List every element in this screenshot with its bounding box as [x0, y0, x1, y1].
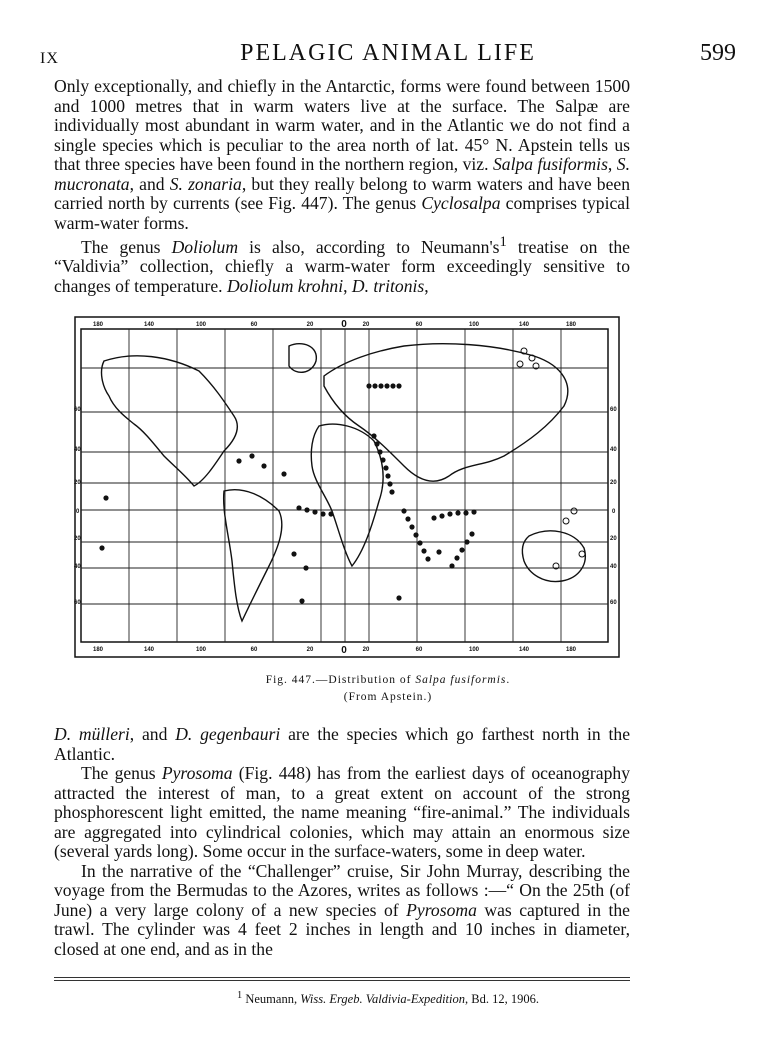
figure-caption-source: (From Apstein.)	[343, 691, 433, 703]
australia-coast	[522, 531, 585, 582]
record-circles	[517, 348, 585, 569]
bottom-tick-label: 100	[468, 647, 480, 653]
left-tick-label: 20	[74, 480, 81, 486]
top-tick-label: 20	[306, 322, 314, 328]
species-name: Salpa fusiformis	[492, 154, 608, 174]
left-tick-label: 40	[74, 564, 81, 570]
top-tick-label: 60	[415, 322, 423, 328]
species-name: S. zonaria	[169, 173, 242, 194]
bottom-tick-label: 20	[306, 647, 314, 653]
bottom-tick-label: 140	[143, 647, 155, 653]
chapter-number: IX	[40, 50, 59, 67]
right-tick-label: 20	[610, 536, 617, 542]
bottom-tick-label: 180	[565, 647, 577, 653]
paragraph-salpae: Only exceptionally, and chiefly in the Antarctic, forms were found between 1500 and 1000 metres that in warm waters live at the surface. The Salpæ are individually most abundant in warm water, and in the Atlantic we do not find a single species which is peculiar to the area north of lat. 45° N. Apstein tells us that three species have been found in the northern region, viz. Salpa fusiformis, S. mucronata, and S. zonaria, but they really belong to warm waters and have been carried north by currents (see Fig. 447). The genus Cyclosalpa comprises typical warm-water forms.	[54, 76, 630, 233]
bottom-tick-label: 0	[341, 645, 347, 656]
map-graticule	[81, 329, 608, 642]
genus-name: Pyrosoma	[161, 763, 233, 783]
figure-caption-title: Fig. 447.—Distribution of Salpa fusiformis.	[265, 674, 511, 686]
top-tick-label: 100	[195, 322, 207, 328]
page-number: 599	[700, 40, 736, 66]
genus-name: Cyclosalpa	[421, 193, 501, 213]
left-tick-label: 0	[76, 509, 80, 515]
running-title: PELAGIC ANIMAL LIFE	[240, 40, 536, 66]
paragraph-challenger: In the narrative of the “Challenger” cruise, Sir John Murray, describing the voyage from the Bermudas to the Azores, writes as follows :—“ On the 25th (of June) a very large colony of a new species of Pyrosoma was captured in the trawl. The cylinder was 4 feet 2 inches in length and 10 inches in diameter, closed at one end, and as in the	[54, 860, 630, 959]
map-inner-frame	[81, 329, 608, 642]
right-tick-label: 60	[610, 600, 617, 606]
footnote-reference[interactable]: 1	[499, 234, 507, 250]
left-tick-label: 60	[74, 407, 81, 413]
bottom-tick-label: 60	[415, 647, 423, 653]
top-tick-label: 180	[565, 322, 577, 328]
species-name: D. tritonis	[351, 275, 425, 296]
bottom-tick-label: 60	[250, 647, 258, 653]
top-tick-label: 100	[468, 322, 480, 328]
page-header	[40, 40, 736, 70]
record-dots	[99, 383, 476, 603]
footnote-title: Wiss. Ergeb. Valdivia-Expedition	[300, 992, 465, 1007]
left-tick-label: 60	[74, 600, 81, 606]
footnote-mark: 1	[237, 990, 243, 1001]
top-tick-label: 0	[341, 319, 347, 330]
top-tick-label: 140	[518, 322, 530, 328]
top-tick-label: 140	[143, 322, 155, 328]
paragraph-doliolum: The genus Doliolum is also, according to $Neumann's^1$ treatise on the “Valdivia” collection, chiefly a warm-water form exceedingly sensitive to changes of temperature. Doliolum krohni, D. tritonis,	[54, 234, 630, 296]
footnote: $^1$ Neumann, Wiss. Ergeb. Valdivia-Expedition, Bd. 12, 1906.	[237, 990, 539, 1007]
paragraph-doliolum-cont: D. mülleri, and D. gegenbauri are the species which go farthest north in the Atlantic.	[54, 724, 631, 764]
top-tick-label: 60	[250, 322, 258, 328]
right-tick-label: 40	[610, 564, 617, 570]
bottom-tick-label: 140	[518, 647, 530, 653]
right-tick-label: 0	[612, 509, 616, 515]
species-name: D. gegenbauri	[175, 724, 281, 744]
distribution-map-figure	[74, 316, 620, 658]
species-name: S. mucronata	[54, 154, 630, 194]
genus-name: Doliolum	[171, 236, 239, 257]
species-name: D. mülleri	[54, 724, 130, 744]
figure-caption	[0, 672, 776, 706]
left-tick-label: 20	[74, 536, 81, 542]
right-tick-label: 40	[610, 447, 617, 453]
body-text-lower	[54, 725, 630, 959]
footnote-rule-2	[54, 980, 630, 981]
left-tick-label: 40	[74, 447, 81, 453]
bottom-tick-label: 180	[92, 647, 104, 653]
right-tick-label: 20	[610, 480, 617, 486]
right-tick-label: 60	[610, 407, 617, 413]
bottom-tick-label: 20	[362, 647, 370, 653]
north-america-coast	[102, 356, 238, 486]
africa-coast	[311, 424, 383, 566]
genus-name: Pyrosoma	[406, 899, 477, 920]
top-tick-label: 180	[92, 322, 104, 328]
footnote-rule	[54, 977, 630, 978]
body-text-upper	[54, 77, 630, 296]
bottom-tick-label: 100	[195, 647, 207, 653]
paragraph-pyrosoma: The genus Pyrosoma (Fig. 448) has from the earliest days of oceanography attracted the interest of man, to a great extent on account of the strong phosphorescent light emitted, the name meaning “fire-animal.” The individuals are aggregated into cylindrical colonies, which may attain an enormous size (several yards long). Some occur in the surface-waters, some in deep water.	[54, 763, 630, 861]
top-tick-label: 20	[362, 322, 370, 328]
species-name: Doliolum krohni	[226, 275, 344, 296]
